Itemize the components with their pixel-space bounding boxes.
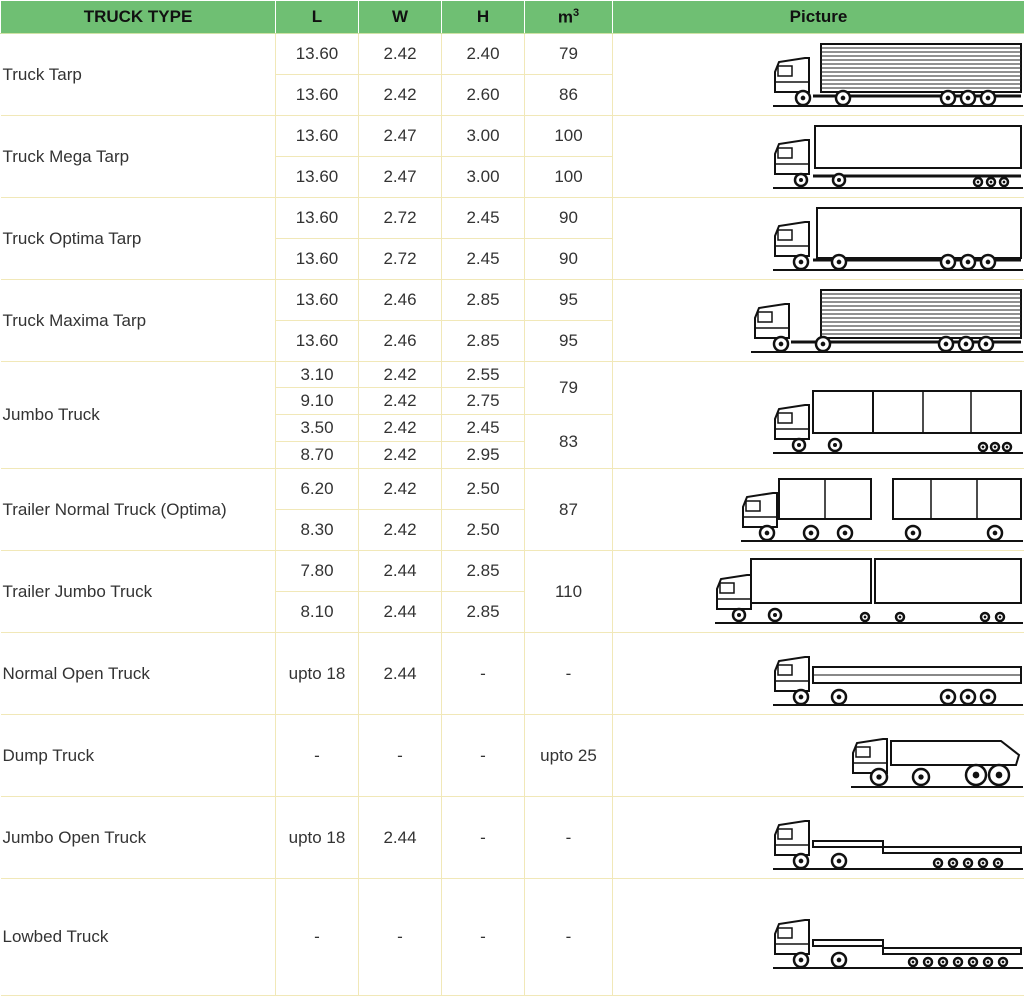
truck-type-name: Lowbed Truck — [1, 879, 276, 996]
height-cell: - — [442, 797, 525, 879]
height-cell: 2.45 — [442, 198, 525, 239]
picture-cell — [613, 551, 1024, 633]
header-volume: $m^3$ — [525, 1, 613, 34]
length-cell: 13.60 — [276, 116, 359, 157]
table-row — [1, 116, 1024, 157]
height-cell: - — [442, 879, 525, 996]
width-cell: 2.72 — [359, 198, 442, 239]
length-cell: 3.50 — [276, 415, 359, 442]
height-cell: 2.40 — [442, 34, 525, 75]
optima-tarp-truck-icon — [613, 202, 1023, 276]
volume-cell: 79 — [525, 34, 613, 75]
volume-cell: 83 — [525, 415, 613, 469]
header-truck-type: TRUCK TYPE — [1, 1, 276, 34]
length-cell: 13.60 — [276, 280, 359, 321]
length-cell: 13.60 — [276, 75, 359, 116]
volume-cell: 100 — [525, 157, 613, 198]
height-cell: - — [442, 633, 525, 715]
truck-type-name: Trailer Normal Truck (Optima) — [1, 469, 276, 551]
height-cell: 3.00 — [442, 157, 525, 198]
height-cell: 2.75 — [442, 388, 525, 415]
width-cell: 2.44 — [359, 592, 442, 633]
volume-cell: 95 — [525, 321, 613, 362]
table-row — [1, 715, 1024, 797]
volume-cell: 87 — [525, 469, 613, 551]
truck-type-name: Normal Open Truck — [1, 633, 276, 715]
table-row — [1, 469, 1024, 510]
header-width: W — [359, 1, 442, 34]
length-cell: 7.80 — [276, 551, 359, 592]
picture-cell — [613, 116, 1024, 198]
picture-cell — [613, 879, 1024, 996]
volume-cell: 86 — [525, 75, 613, 116]
length-cell: 3.10 — [276, 362, 359, 388]
height-cell: 2.85 — [442, 551, 525, 592]
length-cell: 9.10 — [276, 388, 359, 415]
width-cell: 2.42 — [359, 75, 442, 116]
picture-cell — [613, 469, 1024, 551]
picture-cell — [613, 280, 1024, 362]
table-row — [1, 198, 1024, 239]
length-cell: 13.60 — [276, 198, 359, 239]
length-cell: 13.60 — [276, 34, 359, 75]
height-cell: - — [442, 715, 525, 797]
dump-truck-icon — [613, 719, 1023, 793]
volume-cell: 79 — [525, 362, 613, 415]
height-cell: 2.95 — [442, 442, 525, 469]
width-cell: 2.46 — [359, 280, 442, 321]
height-cell: 2.60 — [442, 75, 525, 116]
height-cell: 2.50 — [442, 510, 525, 551]
trailer-normal-truck-icon — [613, 473, 1023, 547]
truck-type-name: Trailer Jumbo Truck — [1, 551, 276, 633]
truck-type-name: Truck Tarp — [1, 34, 276, 116]
maxima-tarp-truck-icon — [613, 284, 1023, 358]
table-row — [1, 879, 1024, 996]
width-cell: 2.72 — [359, 239, 442, 280]
truck-type-name: Dump Truck — [1, 715, 276, 797]
height-cell: 2.85 — [442, 280, 525, 321]
length-cell: upto 18 — [276, 797, 359, 879]
width-cell: 2.44 — [359, 797, 442, 879]
header-length: L — [276, 1, 359, 34]
mega-tarp-truck-icon — [613, 120, 1023, 194]
volume-cell: 90 — [525, 198, 613, 239]
table-row — [1, 633, 1024, 715]
picture-cell — [613, 198, 1024, 280]
volume-cell: 95 — [525, 280, 613, 321]
picture-cell — [613, 34, 1024, 116]
picture-cell — [613, 797, 1024, 879]
width-cell: 2.42 — [359, 388, 442, 415]
height-cell: 2.55 — [442, 362, 525, 388]
width-cell: 2.46 — [359, 321, 442, 362]
table-row — [1, 797, 1024, 879]
width-cell: 2.47 — [359, 157, 442, 198]
tarp-truck-icon — [613, 38, 1023, 112]
width-cell: 2.42 — [359, 34, 442, 75]
height-cell: 2.45 — [442, 239, 525, 280]
open-truck-icon — [613, 637, 1023, 711]
height-cell: 3.00 — [442, 116, 525, 157]
width-cell: 2.44 — [359, 551, 442, 592]
width-cell: - — [359, 715, 442, 797]
volume-cell: - — [525, 797, 613, 879]
length-cell: - — [276, 879, 359, 996]
height-cell: 2.50 — [442, 469, 525, 510]
width-cell: 2.47 — [359, 116, 442, 157]
length-cell: - — [276, 715, 359, 797]
length-cell: upto 18 — [276, 633, 359, 715]
height-cell: 2.85 — [442, 592, 525, 633]
truck-type-name: Truck Optima Tarp — [1, 198, 276, 280]
volume-cell: 110 — [525, 551, 613, 633]
width-cell: 2.42 — [359, 469, 442, 510]
trailer-jumbo-truck-icon — [613, 555, 1023, 629]
width-cell: 2.42 — [359, 415, 442, 442]
volume-cell: 100 — [525, 116, 613, 157]
width-cell: 2.42 — [359, 442, 442, 469]
picture-cell — [613, 715, 1024, 797]
table-row — [1, 362, 1024, 388]
header-picture: Picture — [613, 1, 1024, 34]
picture-cell — [613, 362, 1024, 469]
width-cell: - — [359, 879, 442, 996]
volume-cell: upto 25 — [525, 715, 613, 797]
length-cell: 8.10 — [276, 592, 359, 633]
truck-type-name: Jumbo Truck — [1, 362, 276, 469]
volume-cell: - — [525, 633, 613, 715]
truck-type-name: Jumbo Open Truck — [1, 797, 276, 879]
length-cell: 13.60 — [276, 157, 359, 198]
volume-cell: 90 — [525, 239, 613, 280]
width-cell: 2.42 — [359, 362, 442, 388]
length-cell: 8.30 — [276, 510, 359, 551]
header-height: H — [442, 1, 525, 34]
lowbed-truck-icon — [613, 900, 1023, 974]
length-cell: 8.70 — [276, 442, 359, 469]
height-cell: 2.45 — [442, 415, 525, 442]
truck-type-name: Truck Mega Tarp — [1, 116, 276, 198]
length-cell: 13.60 — [276, 239, 359, 280]
height-cell: 2.85 — [442, 321, 525, 362]
volume-cell: - — [525, 879, 613, 996]
width-cell: 2.44 — [359, 633, 442, 715]
length-cell: 6.20 — [276, 469, 359, 510]
width-cell: 2.42 — [359, 510, 442, 551]
table-row — [1, 34, 1024, 75]
table-row — [1, 280, 1024, 321]
header-row — [1, 1, 1024, 34]
table-row — [1, 551, 1024, 592]
truck-type-name: Truck Maxima Tarp — [1, 280, 276, 362]
jumbo-truck-icon — [613, 371, 1023, 459]
length-cell: 13.60 — [276, 321, 359, 362]
picture-cell — [613, 633, 1024, 715]
jumbo-open-truck-icon — [613, 801, 1023, 875]
